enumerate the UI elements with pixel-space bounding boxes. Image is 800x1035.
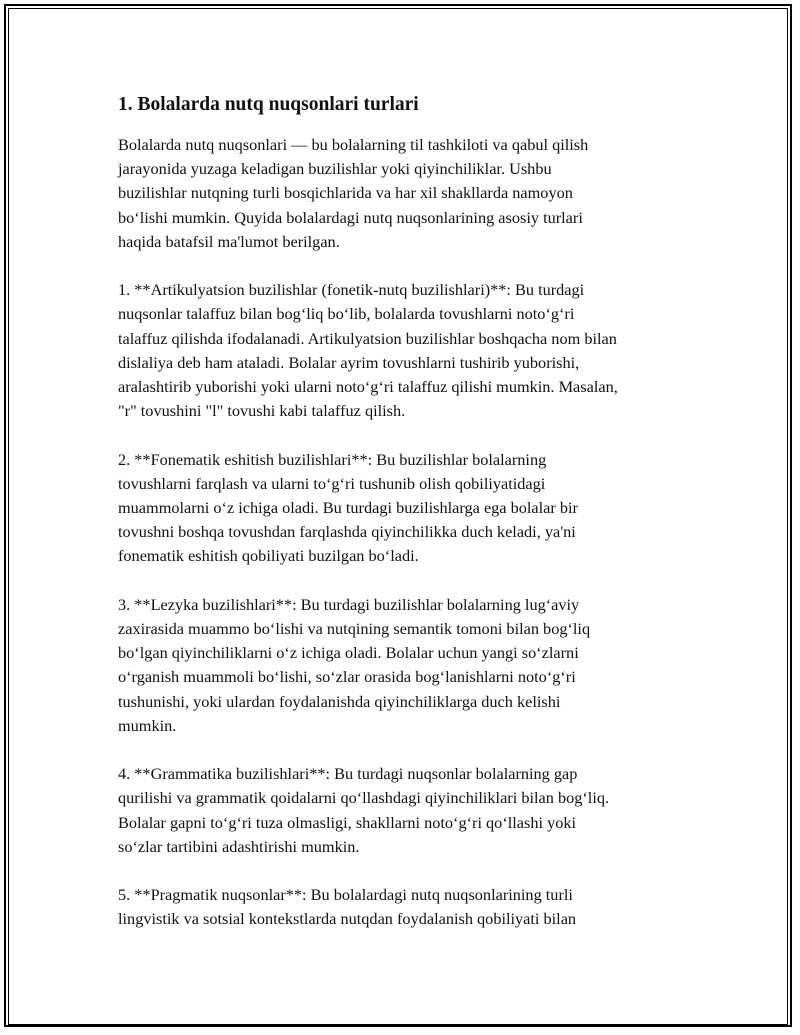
list-item-pragmatic: 5. **Pragmatik nuqsonlar**: Bu bolalardagi nutq nuqsonlarining turli lingvistik va sotsial kontekstlarda nutqdan foydalanish qobiliyati bilan <box>118 885 577 929</box>
section-heading: 1. Bolalarda nutq nuqsonlari turlari <box>118 94 419 115</box>
list-item-articulation: 1. **Artikulyatsion buzilishlar (fonetik-nutq buzilishlari)**: Bu turdagi nuqsonlar talaffuz bilan bog‘liq bo‘lib, bolalarda tovushlarni noto‘g‘ri talaffuz qilishda ifodalanadi. Artikulyatsion buzilishlar boshqacha nom bilan dislaliya deb ham ataladi. Bolalar ayrim tovushlarni tushirib yuborishi, aralashtirib yuborishi yoki ularni noto‘g‘ri talaffuz qilishi mumkin. Masalan, "r" tovushini "l" tovushi kabi talaffuz qilish. <box>118 280 618 421</box>
intro-paragraph: Bolalarda nutq nuqsonlari — bu bolalarning til tashkiloti va qabul qilish jarayonida yuzaga keladigan buzilishlar yoki qiyinchiliklar. Ushbu buzilishlar nutqning turli bosqichlarida va har xil shakllarda namoyon bo‘lishi mumkin. Quyida bolalardagi nutq nuqsonlarining asosiy turlari haqida batafsil ma'lumot berilgan. <box>118 135 589 251</box>
document-body <box>118 92 708 956</box>
list-item-phonematic: 2. **Fonematik eshitish buzilishlari**: Bu buzilishlar bolalarning tovushlarni farqlash va ularni to‘g‘ri tushunib olish qobiliyatidagi muammolarni o‘z ichiga oladi. Bu turdagi buzilishlarga ega bolalar bir tovushni boshqa tovushdan farqlashda qiyinchilikka duch keladi, ya'ni fonematik eshitish qobiliyati buzilgan bo‘ladi. <box>118 449 578 566</box>
list-item-lexical: 3. **Lezyka buzilishlari**: Bu turdagi buzilishlar bolalarning lug‘aviy zaxirasida muammo bo‘lishi va nutqining semantik tomoni bilan bog‘liq bo‘lgan qiyinchiliklarni o‘z ichiga oladi. Bolalar uchun yangi so‘zlarni o‘rganish muammoli bo‘lishi, so‘zlar orasida bog‘lanishlarni noto‘g‘ri tushunishi, yoki ulardan foydalanishda qiyinchiliklarga duch kelishi mumkin. <box>118 594 591 735</box>
list-item-grammar: 4. **Grammatika buzilishlari**: Bu turdagi nuqsonlar bolalarning gap qurilishi va grammatik qoidalarni qo‘llashdagi qiyinchiliklari bilan bog‘liq. Bolalar gapni to‘g‘ri tuza olmasligi, shakllarni noto‘g‘ri qo‘llashi yoki so‘zlar tartibini adashtirishi mumkin. <box>118 764 610 856</box>
